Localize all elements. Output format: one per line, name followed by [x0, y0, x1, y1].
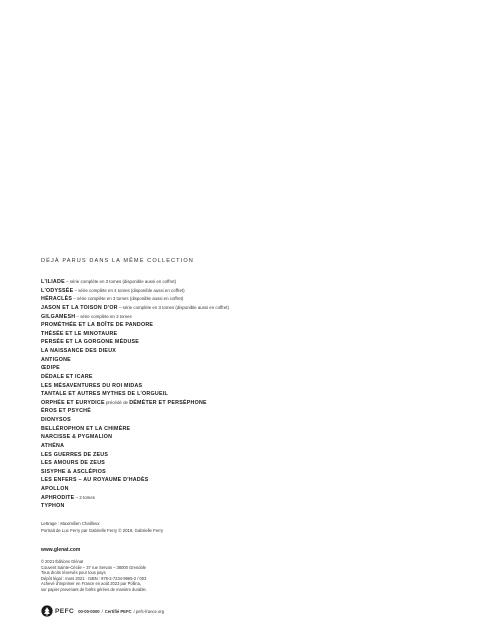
- book-title: APHRODITE: [41, 494, 75, 501]
- printing-line: Achevé d'imprimer en France en août 2023 par Pollina,: [41, 581, 141, 587]
- book-title: LA NAISSANCE DES DIEUX: [41, 348, 117, 354]
- copyright-line: © 2021 Éditions Glénat: [41, 559, 84, 564]
- collection-title-item: [41, 327, 441, 336]
- collection-title-item: [41, 301, 441, 310]
- series-note: – série complète en 3 tomes (disponible aussi en coffret): [117, 304, 229, 310]
- book-title: L'ILIADE: [41, 279, 65, 285]
- collection-title-item: [41, 422, 441, 431]
- book-title: DÉDALE ET ICARE: [41, 373, 93, 380]
- book-title: ORPHÉE ET EURYDICE: [41, 399, 105, 406]
- collection-title-item: [41, 310, 441, 319]
- publisher-website[interactable]: www.glenat.com: [41, 547, 81, 553]
- book-title: TANTALE ET AUTRES MYTHES DE L'ORGUEIL: [41, 391, 168, 398]
- series-note: – 2 tomes: [74, 494, 95, 500]
- collection-title-item: [41, 396, 441, 405]
- book-title: THÉSÉE ET LE MINOTAURE: [41, 330, 118, 337]
- pefc-logo-text: PEFC: [55, 607, 75, 615]
- portrait-credit: Portrait de Luc Ferry par Gabrielle Ferry © 2019, Gabrielle Ferry: [41, 527, 164, 533]
- series-note: – série complète en 3 tomes (disponible aussi en coffret): [72, 296, 184, 302]
- collection-title-item: [41, 361, 441, 370]
- collection-title-item: [41, 275, 441, 284]
- book-title: ATHÉNA: [41, 442, 65, 449]
- series-note: – série complète en 3 tomes (disponible aussi en coffret): [64, 279, 177, 284]
- collection-title-item: [41, 473, 441, 482]
- pefc-tree-icon: [41, 605, 53, 617]
- collection-title-item: [41, 456, 441, 465]
- collection-title-item: [41, 413, 441, 422]
- certification-footer: [41, 604, 164, 618]
- book-title: ANTIGONE: [41, 356, 71, 363]
- collection-heading: DÉJÀ PARUS DANS LA MÊME COLLECTION: [41, 258, 194, 264]
- series-note: – série complète en 3 tomes: [75, 313, 132, 319]
- credits-block: [41, 521, 163, 534]
- publisher-address: Couvent Sainte-Cécile – 37 rue Servan – 38000 Grenoble: [41, 564, 146, 570]
- book-title: LES ENFERS – AU ROYAUME D'HADÈS: [41, 477, 149, 484]
- book-title: HÉRACLÈS: [41, 296, 73, 303]
- collection-title-item: [41, 430, 441, 439]
- collection-title-item: [41, 344, 441, 353]
- book-title: DIONYSOS: [41, 417, 71, 423]
- certification-label: Certifié PEFC: [104, 608, 132, 614]
- book-title: BELLÉROPHON ET LA CHIMÈRE: [41, 425, 131, 432]
- book-title: LES AMOURS DE ZEUS: [41, 460, 106, 467]
- pefc-url[interactable]: / pefc-france.org: [133, 608, 165, 614]
- book-title: ŒDIPE: [41, 365, 60, 372]
- collection-title-item: [41, 335, 441, 344]
- collection-title-item: [41, 499, 441, 508]
- book-title: GILGAMESH: [41, 313, 76, 320]
- series-note: précédé de: [104, 399, 130, 405]
- book-title: ÉROS ET PSYCHÉ: [41, 408, 92, 415]
- book-title: LES MÉSAVENTURES DU ROI MIDAS: [41, 382, 143, 389]
- collection-title-item: [41, 448, 441, 457]
- collection-title-item: [41, 387, 441, 396]
- book-title: L'ODYSSÉE: [41, 287, 74, 294]
- collection-title-item: [41, 284, 441, 293]
- book-title: APOLLON: [41, 486, 69, 492]
- collection-title-item: [41, 491, 441, 500]
- series-note: – série complète en 4 tomes (disponible aussi en coffret): [73, 287, 185, 293]
- book-title: NARCISSE & PYGMALION: [41, 434, 113, 441]
- collection-title-item: [41, 292, 441, 301]
- book-title: PERSÉE ET LA GORGONE MÉDUSE: [41, 339, 140, 346]
- lettering-credit: Lettrage : Maximilien Chailleux: [41, 521, 100, 526]
- collection-title-item: [41, 318, 441, 327]
- certification-code: 00-00-0000: [78, 608, 100, 614]
- legal-notice: [41, 559, 147, 593]
- collection-title-item: [41, 370, 441, 379]
- rights-line: Tous droits réservés pour tous pays: [41, 570, 106, 576]
- paper-line: sur papier provenant de forêts gérées de manière durable.: [41, 586, 147, 592]
- footer-separator: /: [101, 608, 103, 614]
- book-title: TYPHON: [41, 503, 65, 510]
- collection-title-item: [41, 465, 441, 474]
- book-title: JASON ET LA TOISON D'OR: [41, 304, 118, 311]
- legal-deposit-isbn: Dépôt légal : mars 2021 · ISBN : 978-2-7234-9965-2 / 003: [41, 575, 147, 581]
- book-title: PROMÉTHÉE ET LA BOÎTE DE PANDORE: [41, 322, 154, 329]
- book-title: LES GUERRES DE ZEUS: [41, 451, 109, 458]
- book-title: SISYPHE & ASCLÉPIOS: [41, 468, 106, 475]
- collection-title-item: [41, 379, 441, 388]
- book-title-secondary: DÉMÉTER ET PERSÉPHONE: [129, 399, 207, 406]
- collection-title-list: [41, 275, 441, 508]
